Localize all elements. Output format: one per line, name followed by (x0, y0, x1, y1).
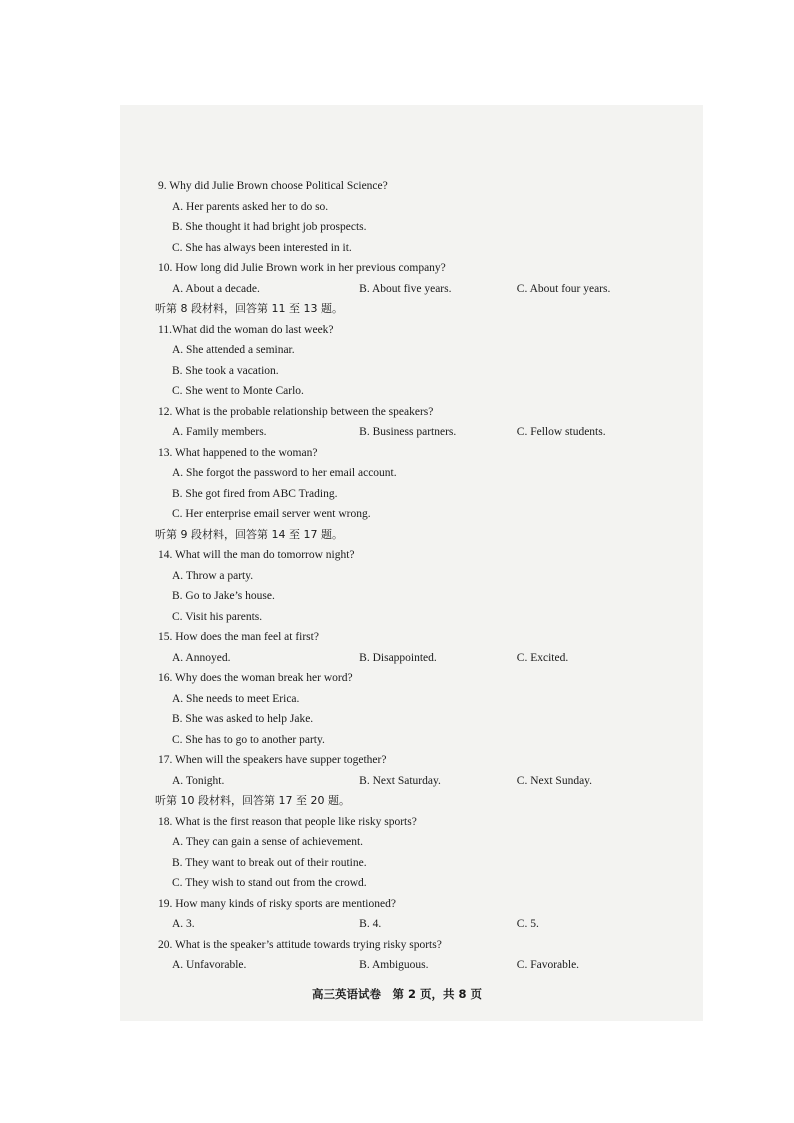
option-row (155, 955, 635, 976)
answer-option: C. Fellow students. (516, 426, 606, 438)
question: 10. How long did Julie Brown work in her previous company? (158, 262, 446, 274)
answer-option: A. Annoyed. (172, 651, 231, 664)
question: 13. What happened to the woman? (158, 446, 318, 459)
option-row (155, 279, 635, 300)
answer-option: A. She needs to meet Erica. (172, 692, 300, 705)
section-instruction: 听第 9 段材料，回答第 14 至 17 题。 (155, 527, 343, 541)
answer-option: C. She has always been interested in it. (172, 241, 352, 254)
answer-option: B. 4. (359, 918, 382, 930)
option-row (155, 914, 635, 935)
answer-option: B. Disappointed. (359, 651, 437, 664)
answer-option: C. 5. (516, 918, 539, 930)
answer-option: B. They want to break out of their routine. (172, 856, 367, 869)
question: 15. How does the man feel at first? (158, 631, 319, 643)
answer-option: A. Unfavorable. (172, 959, 247, 971)
answer-option: C. Next Sunday. (516, 774, 593, 787)
option-row (155, 648, 635, 669)
answer-option: C. She has to go to another party. (172, 733, 325, 746)
answer-option: A. 3. (172, 918, 195, 930)
exam-content (155, 176, 635, 976)
answer-option: C. Favorable. (516, 959, 580, 971)
answer-option: C. Excited. (516, 651, 569, 664)
answer-option: A. About a decade. (172, 282, 260, 295)
question: 11.What did the woman do last week? (158, 323, 334, 336)
answer-option: B. Ambiguous. (359, 959, 429, 971)
question: 17. When will the speakers have supper together? (158, 754, 387, 766)
page-footer: 高三英语试卷 第 2 页，共 8 页 (311, 987, 483, 1001)
answer-option: B. She was asked to help Jake. (172, 713, 314, 725)
section-instruction: 听第 8 段材料，回答第 11 至 13 题。 (155, 302, 343, 315)
question: 19. How many kinds of risky sports are mentioned? (158, 897, 396, 910)
answer-option: C. About four years. (516, 282, 611, 295)
answer-option: A. Her parents asked her to do so. (172, 200, 329, 213)
answer-option: B. About five years. (359, 282, 452, 295)
answer-option: A. She attended a seminar. (172, 344, 295, 356)
answer-option: C. They wish to stand out from the crowd. (172, 877, 367, 889)
answer-option: B. Business partners. (359, 426, 457, 438)
answer-option: B. She got fired from ABC Trading. (172, 487, 338, 500)
answer-option: B. She thought it had bright job prospects. (172, 221, 367, 233)
answer-option: B. Go to Jake’s house. (172, 590, 275, 602)
answer-option: A. Family members. (172, 426, 267, 438)
question: 9. Why did Julie Brown choose Political Science? (158, 180, 388, 192)
answer-option: A. Tonight. (172, 774, 225, 787)
answer-option: B. She took a vacation. (172, 364, 279, 377)
answer-option: C. She went to Monte Carlo. (172, 385, 304, 397)
question: 14. What will the man do tomorrow night? (158, 549, 355, 561)
option-row (155, 771, 635, 792)
answer-option: B. Next Saturday. (359, 774, 441, 787)
answer-option: A. Throw a party. (172, 569, 254, 582)
question: 18. What is the first reason that people like risky sports? (158, 815, 417, 828)
answer-option: C. Visit his parents. (172, 610, 263, 623)
question: 12. What is the probable relationship between the speakers? (158, 405, 434, 418)
answer-option: A. She forgot the password to her email account. (172, 467, 397, 479)
question: 16. Why does the woman break her word? (158, 672, 353, 684)
option-row (155, 422, 635, 443)
answer-option: C. Her enterprise email server went wrong. (172, 508, 371, 520)
question: 20. What is the speaker’s attitude towards trying risky sports? (158, 938, 442, 951)
answer-option: A. They can gain a sense of achievement. (172, 836, 364, 848)
section-instruction: 听第 10 段材料，回答第 17 至 20 题。 (155, 794, 350, 807)
